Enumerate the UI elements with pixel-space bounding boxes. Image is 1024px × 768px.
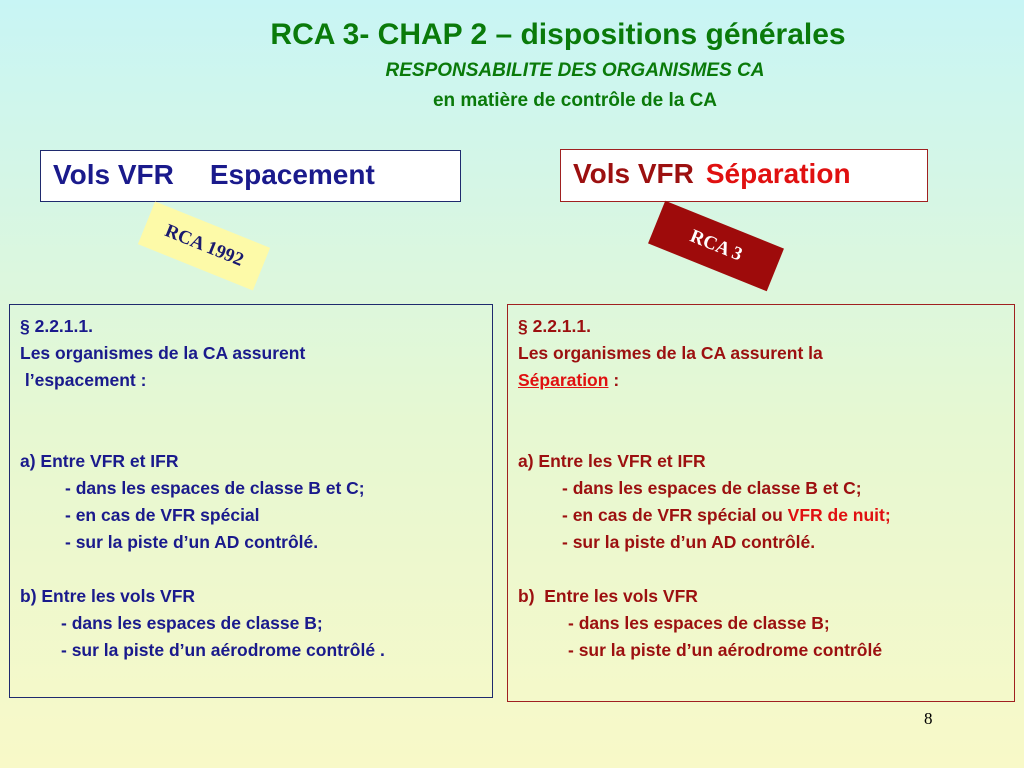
right-item-a-3: - sur la piste d’un AD contrôlé.: [562, 532, 816, 552]
right-intro-keyword: Séparation: [518, 370, 609, 390]
left-item-b-title: b) Entre les vols VFR: [20, 586, 196, 606]
left-item-b-2: - sur la piste d’un aérodrome contrôlé .: [61, 640, 385, 660]
right-intro-colon: :: [608, 370, 620, 390]
left-item-a-3: - sur la piste d’un AD contrôlé.: [65, 532, 319, 552]
left-section-ref: § 2.2.1.1.: [20, 316, 93, 336]
right-item-b-1: - dans les espaces de classe B;: [568, 613, 830, 633]
left-text-panel: [9, 304, 493, 698]
page-title: RCA 3- CHAP 2 – dispositions générales: [270, 18, 846, 51]
left-heading-box: [40, 150, 461, 202]
right-heading-keyword: Séparation: [705, 158, 851, 189]
left-item-a-title: a) Entre VFR et IFR: [20, 451, 179, 471]
right-item-a-title: a) Entre les VFR et IFR: [518, 451, 706, 471]
left-item-b-1: - dans les espaces de classe B;: [61, 613, 323, 633]
left-item-a-2: - en cas de VFR spécial: [65, 505, 260, 525]
page-subtitle: RESPONSABILITE DES ORGANISMES CA: [385, 60, 765, 81]
right-intro-line-1: Les organismes de la CA assurent la: [518, 343, 823, 363]
left-item-a-1: - dans les espaces de classe B et C;: [65, 478, 365, 498]
left-intro-line-1: Les organismes de la CA assurent: [20, 343, 306, 363]
rca-3-tag: RCA 3: [648, 201, 784, 292]
right-item-b-title: b) Entre les vols VFR: [518, 586, 698, 606]
right-item-a-2-text: - en cas de VFR spécial ou: [562, 505, 788, 525]
right-intro-line-2: [518, 367, 1004, 394]
right-section-ref: § 2.2.1.1.: [518, 316, 591, 336]
page-subtitle-2: en matière de contrôle de la CA: [432, 90, 718, 111]
right-item-a-2-highlight: VFR de nuit;: [787, 505, 891, 525]
left-heading-label: Vols VFR: [53, 159, 174, 190]
left-heading-keyword: Espacement: [209, 159, 375, 190]
left-intro-line-2: l’espacement :: [20, 370, 147, 390]
page-number: 8: [924, 709, 933, 728]
right-text-panel: [507, 304, 1015, 702]
right-heading-box: [560, 149, 928, 202]
right-item-b-2: - sur la piste d’un aérodrome contrôlé: [568, 640, 883, 660]
right-item-a-2: [518, 502, 1004, 529]
right-item-a-1: - dans les espaces de classe B et C;: [562, 478, 862, 498]
right-heading-label: Vols VFR: [573, 158, 694, 189]
rca-1992-tag: RCA 1992: [138, 201, 270, 290]
